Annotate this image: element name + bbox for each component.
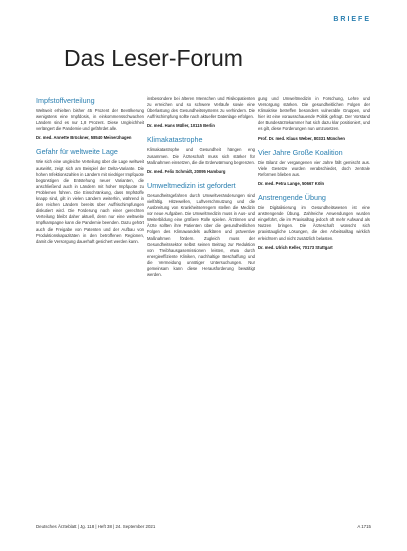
- letter-signature: Dr. med. Hans Müller, 10115 Berlin: [147, 123, 215, 129]
- heading-gefahr: Gefahr für weltweite Lage: [36, 147, 118, 157]
- heading-anstrengende-uebung: Anstrengende Übung: [258, 193, 326, 203]
- letter-text: Die Bilanz der vergangenen vier Jahre fällt gemischt aus. Viele Gesetze wurden verabschiedet, doch zentrale Reformen blieben aus.: [258, 159, 370, 177]
- page-title: Das Leser-Forum: [64, 45, 243, 71]
- letter-text: Gesundheitsgefahren durch Umweltveränderungen sind vielfältig. Hitzewellen, Luftverschmutzung und die Ausbreitung von Krankheitserregern stellen die Medizin vor neue Aufgaben. Die Umweltmedizin muss in Aus- und Weiterbildung eine größere Rolle spielen. Ärztinnen und Ärzte sollten ihre Patienten über die gesundheitlichen Folgen des Klimawandels aufklären und präventive Maßnahmen fördern. Zugleich muss der Gesundheitssektor selbst seinen Beitrag zur Reduktion von Treibhausgasemissionen leisten, etwa durch energieeffiziente Kliniken, nachhaltige Beschaffung und die Vermeidung unnötiger Untersuchungen. Nur gemeinsam kann diese Herausforderung bewältigt werden.: [147, 192, 255, 278]
- letter-signature: Dr. med. Annette Brückner, 58540 Meinerzhagen: [36, 135, 132, 141]
- letter-signature: Dr. med. Petra Lange, 50667 Köln: [258, 180, 325, 186]
- column-1: [36, 96, 144, 248]
- letter-signature: Dr. med. Ulrich Keller, 70173 Stuttgart: [258, 244, 333, 250]
- letter-text: insbesondere bei älteren Menschen und Risikopatienten zu erreichen und so schwere Verläufe sowie eine Überlastung des Gesundheitssystems zu verhindern. Die Auffrischimpfung sollte nach aktueller Datenlage erfolgen.: [147, 96, 255, 120]
- letter-text: Klimakatastrophe und Gesundheit hängen eng zusammen. Die Ärzteschaft muss sich stärker für Maßnahmen einsetzen, die die Erderwärmung begrenzen.: [147, 147, 256, 165]
- letter-signature: Dr. med. Felix Schmidt, 20095 Hamburg: [147, 168, 226, 174]
- section-tag: BRIEFE: [333, 16, 371, 23]
- heading-impfstoffverteilung: Impfstoffverteilung: [36, 96, 95, 105]
- footer-publication: Deutsches Ärzteblatt | Jg. 118 | Heft 38 | 24. September 2021: [36, 524, 156, 529]
- page-number: A 1715: [357, 524, 371, 529]
- heading-klimakatastrophe: Klimakatastrophe: [147, 135, 203, 145]
- heading-umweltmedizin: Umweltmedizin ist gefordert: [147, 180, 236, 190]
- letter-text: Weltweit erhielten bisher 45 Prozent der Bevölkerung wenigstens eine Impfdosis, in einkommensschwachen Ländern sind es nur 1,8 Prozent. Diese Ungleichheit verlängert die Pandemie und gefährdet alle.: [36, 108, 144, 132]
- heading-vier-jahre: Vier Jahre Große Koalition: [258, 147, 343, 157]
- top-bar: [0, 0, 407, 6]
- letter-text: Die Digitalisierung im Gesundheitswesen ist eine anstrengende Übung. Zahlreiche Anwendungen wurden eingeführt, die im Praxisalltag jedoch oft mehr Aufwand als Nutzen bringen. Die Ärzteschaft wünscht sich praxistaugliche Lösungen, die den Arbeitsalltag wirklich erleichtern und nicht zusätzlich belasten.: [258, 205, 370, 241]
- column-3: [258, 96, 370, 254]
- letter-text: gung und Umweltmedizin in Forschung, Lehre und Versorgung stärken. Die gesundheitlichen Folgen der Klimakrise betreffen besonders vulnerable Gruppen, und hier ist eine vorausschauende Politik gefragt. Der Vorstand der Bundesärztekammer hat sich dazu klar positioniert, und es gilt, diese Forderungen nun umzusetzen.: [258, 96, 370, 132]
- letter-text: Wie sich eine ungleiche Verteilung über die Lage weltweit auswirkt, zeigt sich am Beispiel der Delta-Variante. Die hohen Infektionszahlen in Ländern mit niedriger Impfquote begünstigen die Entstehung neuer Varianten, die anschließend auch in Ländern mit hoher Impfquote zu Problemen führen. Die Einschränkung, dass Impfstoffe knapp sind, gilt in vielen Ländern weiterhin, während in den reichen Ländern bereits über Auffrischimpfungen diskutiert wird. Die Forderung nach einer gerechten Verteilung bleibt daher aktuell, denn nur eine weltweite Impfkampagne kann die Pandemie beenden. Dazu gehört auch die Freigabe von Patenten und der Aufbau von Produktionskapazitäten in den betroffenen Regionen, damit die Versorgung dauerhaft gesichert werden kann.: [36, 159, 145, 244]
- letter-signature: Prof. Dr. med. Klaus Weber, 80331 München: [258, 135, 345, 141]
- column-2: [147, 96, 255, 281]
